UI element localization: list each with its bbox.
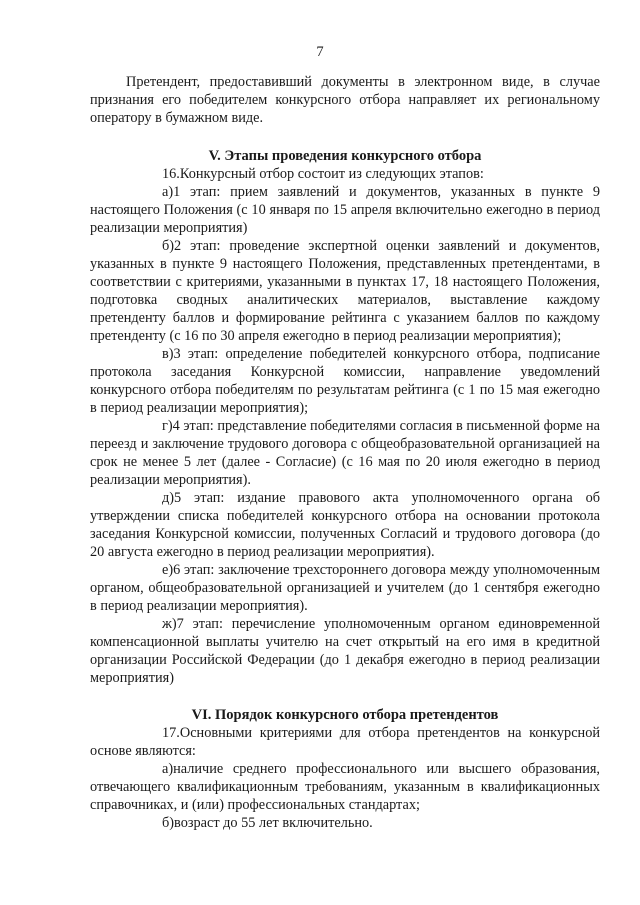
stage-zh-marker: ж) xyxy=(162,616,177,632)
stage-d-marker: д) xyxy=(162,490,175,506)
stage-zh xyxy=(90,615,600,687)
stage-e xyxy=(90,561,600,615)
criterion-b xyxy=(90,814,600,832)
criterion-a xyxy=(90,760,600,814)
stage-g xyxy=(90,417,600,489)
clause-16-text: Конкурсный отбор состоит из следующих этапов: xyxy=(179,166,484,182)
stage-b xyxy=(90,237,600,345)
stage-e-marker: е) xyxy=(162,562,174,578)
stage-d-text: 5 этап: издание правового акта уполномоченного органа об утверждении списка победителей конкурсного отбора на основании протокола заседания Конкурсной комиссии, полученных Согласий и трудового договора (до 20 августа ежегодно в период реализации мероприятия). xyxy=(90,490,600,560)
intro-paragraph: Претендент, предоставивший документы в электронном виде, в случае признания его победителем конкурсного отбора направляет их региональному оператору в бумажном виде. xyxy=(90,74,600,126)
stage-v-text: 3 этап: определение победителей конкурсного отбора, подписание протокола заседания Конкурсной комиссии, направление уведомлений конкурсного отбора победителям по результатам рейтинга (с 1 по 15 мая ежегодно в период реализации мероприятия); xyxy=(90,346,600,416)
section-5-heading: V. Этапы проведения конкурсного отбора xyxy=(208,148,482,164)
stage-a-text: 1 этап: прием заявлений и документов, указанных в пункте 9 настоящего Положения (с 10 января по 15 апреля включительно ежегодно в период реализации мероприятия) xyxy=(90,184,600,236)
stage-b-marker: б) xyxy=(162,238,175,254)
stage-d xyxy=(90,489,600,561)
stage-zh-text: 7 этап: перечисление уполномоченным органом единовременной компенсационной выплаты учителю на счет открытый на его имя в кредитной организации Российской Федерации (до 1 декабря ежегодно в период реализации мероприятия) xyxy=(90,616,600,686)
clause-16 xyxy=(90,165,600,183)
criterion-a-text: наличие среднего профессионального или высшего образования, отвечающего квалификационным требованиям, указанным в квалификационных справочниках, и (или) профессиональных стандартах; xyxy=(90,761,600,813)
document-body xyxy=(90,73,600,832)
criterion-b-marker: б) xyxy=(162,815,175,831)
clause-16-number: 16. xyxy=(162,166,180,182)
stage-b-text: 2 этап: проведение экспертной оценки заявлений и документов, указанных в пункте 9 настоящего Положения, представленных претендентами, в соответствии с критериями, указанными в пунктах 17, 18 настоящего Положения, подготовка сводных аналитических материалов, выставление каждому претенденту баллов и формирование рейтинга с указанием баллов по каждому претенденту (с 16 по 30 апреля ежегодно в период реализации мероприятия); xyxy=(90,238,600,344)
section-6-heading: VI. Порядок конкурсного отбора претендентов xyxy=(191,707,499,723)
criterion-b-text: возраст до 55 лет включительно. xyxy=(174,815,373,831)
stage-e-text: 6 этап: заключение трехстороннего договора между уполномоченным органом, общеобразовательной организацией и учителем (до 1 сентября ежегодно в период реализации мероприятия). xyxy=(90,562,600,614)
stage-a xyxy=(90,183,600,237)
clause-17 xyxy=(90,724,600,760)
page-number: 7 xyxy=(316,44,324,60)
stage-v xyxy=(90,345,600,417)
stage-v-marker: в) xyxy=(162,346,174,362)
spacer xyxy=(90,127,600,147)
criterion-a-marker: а) xyxy=(162,761,174,777)
stage-g-text: 4 этап: представление победителями согласия в письменной форме на переезд и заключение трудового договора с общеобразовательной организацией на срок не менее 5 лет (далее - Согласие) (с 16 мая по 20 июля ежегодно в период реализации мероприятия). xyxy=(90,418,600,488)
clause-17-number: 17. xyxy=(162,725,180,741)
stage-g-marker: г) xyxy=(162,418,173,434)
stage-a-marker: а) xyxy=(162,184,174,200)
spacer xyxy=(90,687,600,706)
clause-17-text: Основными критериями для отбора претендентов на конкурсной основе являются: xyxy=(90,725,600,759)
